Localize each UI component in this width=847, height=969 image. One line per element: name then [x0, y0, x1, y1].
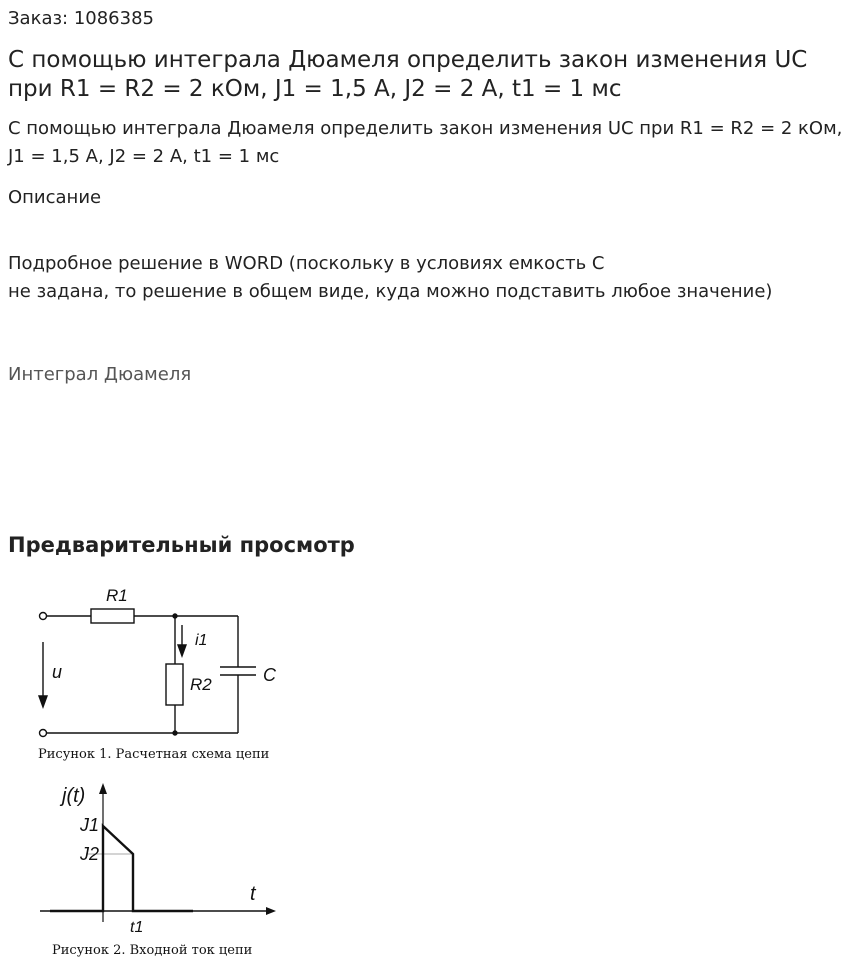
description-heading: Описание: [8, 187, 102, 208]
current-pulse: [50, 826, 193, 911]
preview-heading: Предварительный просмотр: [8, 533, 355, 557]
order-number: Заказ: 1086385: [8, 8, 154, 29]
figure2-caption: Рисунок 2. Входной ток цепи: [52, 943, 253, 958]
preview-figures: [0, 570, 300, 969]
label-c: C: [263, 665, 276, 685]
task-statement: С помощью интеграла Дюамеля определить закон изменения UC при R1 = R2 = 2 кОм, J1 = 1,5 А, J2 = 2 А, t1 = 1 мс: [8, 118, 843, 167]
description-line-2: не задана, то решение в общем виде, куда можно подставить любое значение): [8, 281, 773, 302]
label-i1: i1: [195, 632, 208, 649]
label-j2: J2: [80, 844, 100, 864]
description-line-1: Подробное решение в WORD (поскольку в условиях емкость С: [8, 253, 605, 274]
label-r1: R1: [106, 586, 128, 605]
circuit-diagram: [39, 609, 256, 737]
tag-link[interactable]: Интеграл Дюамеля: [8, 364, 192, 385]
label-xaxis: t: [250, 883, 256, 905]
description-text: [8, 250, 843, 306]
figure1-caption: Рисунок 1. Расчетная схема цепи: [38, 747, 270, 762]
resistor-r1: [91, 609, 134, 623]
page-title: С помощью интеграла Дюамеля определить закон изменения UC при R1 = R2 = 2 кОм, J1 = 1,5 А, J2 = 2 А, t1 = 1 мс: [8, 47, 808, 102]
resistor-r2: [166, 664, 183, 705]
terminal-top: [40, 613, 47, 620]
label-t1: t1: [130, 919, 144, 936]
label-u: u: [52, 662, 63, 682]
label-r2: R2: [190, 675, 212, 694]
terminal-bottom: [40, 730, 47, 737]
label-j1: J1: [80, 815, 100, 835]
label-yaxis: j(t): [62, 785, 86, 807]
